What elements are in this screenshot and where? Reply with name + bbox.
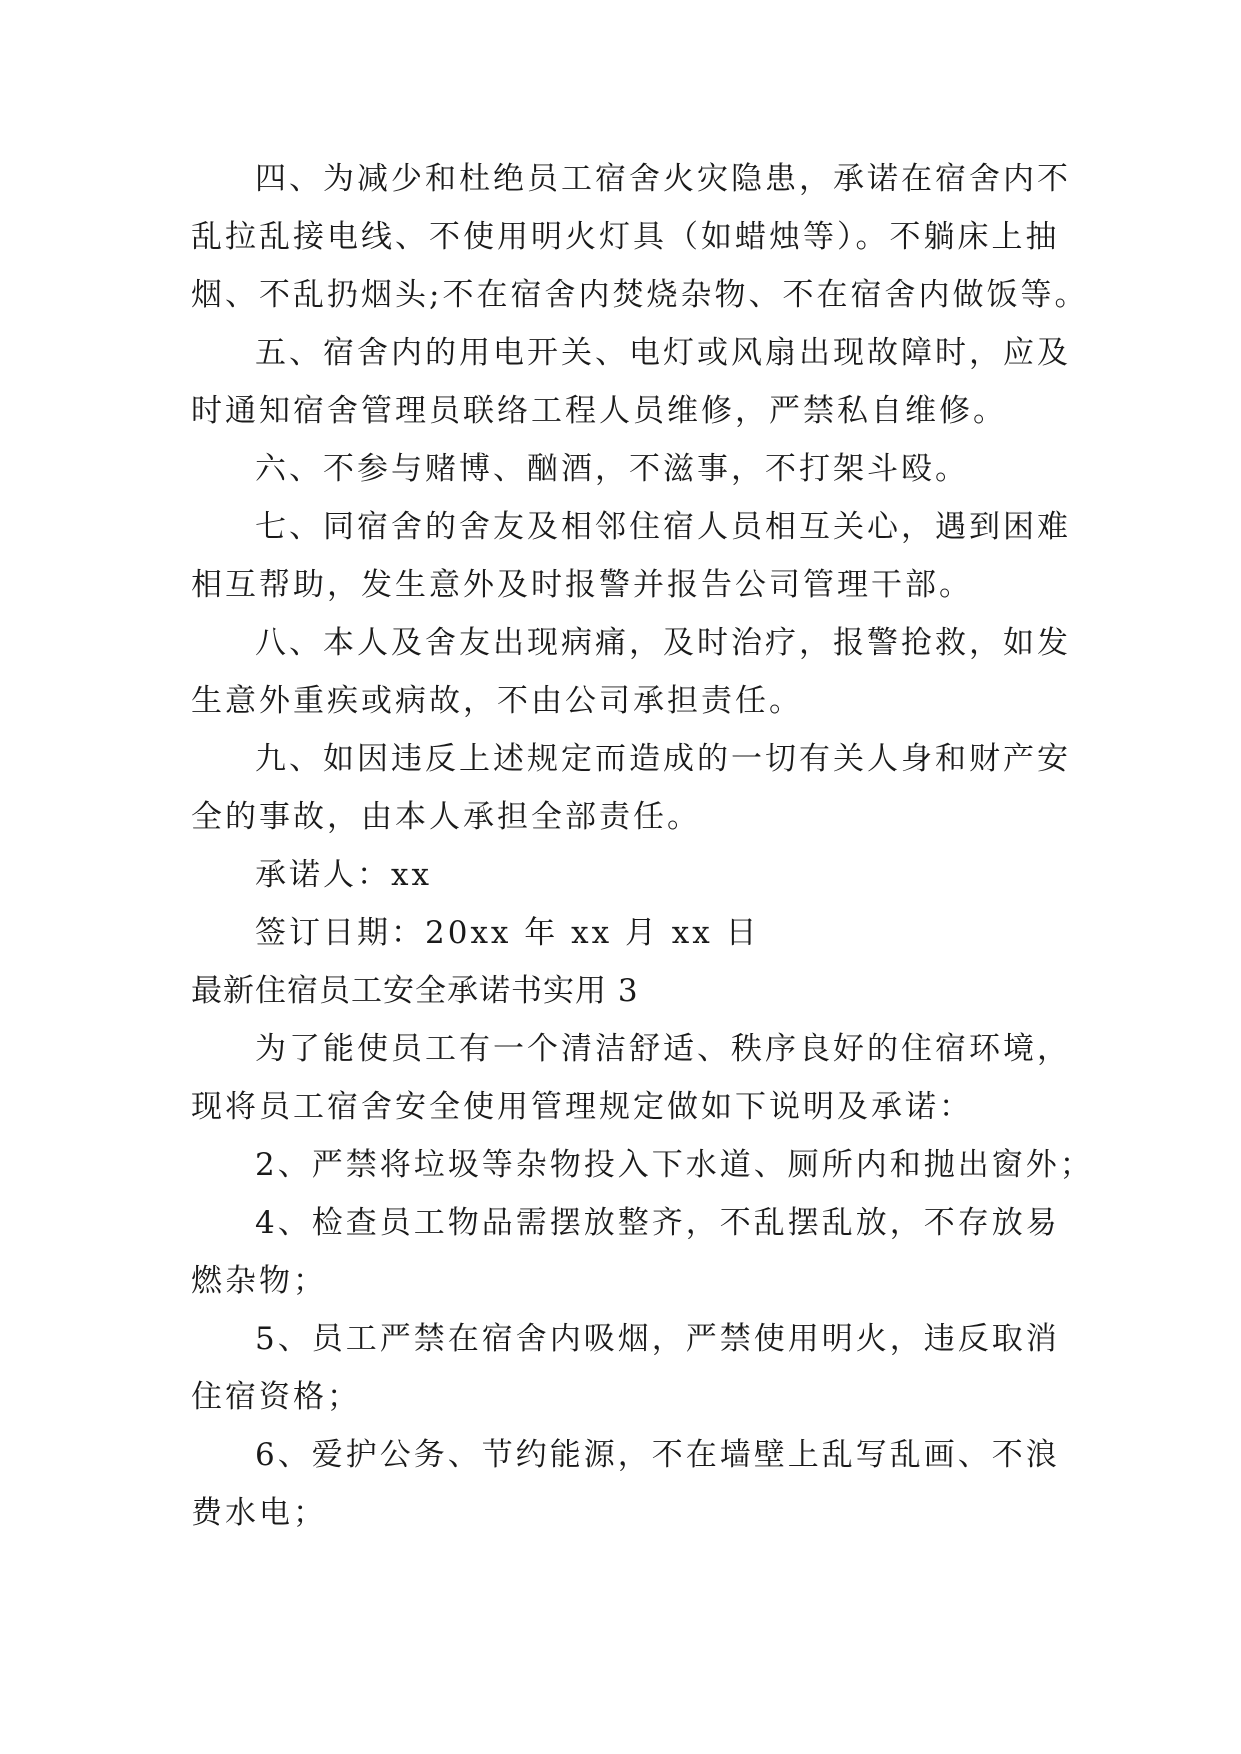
paragraph-line: 时通知宿舍管理员联络工程人员维修，严禁私自维修。	[191, 393, 1007, 429]
paragraph-line: 七、同宿舍的舍友及相邻住宿人员相互关心，遇到困难	[255, 509, 1071, 545]
paragraph-line: 九、如因违反上述规定而造成的一切有关人身和财产安	[255, 741, 1071, 777]
paragraph-line: 相互帮助，发生意外及时报警并报告公司管理干部。	[191, 567, 973, 603]
signing-date-line: 签订日期：20xx 年 xx 月 xx 日	[255, 915, 760, 951]
promisor-line: 承诺人：xx	[255, 857, 432, 893]
section-heading: 最新住宿员工安全承诺书实用 3	[191, 973, 639, 1009]
paragraph-line: 6、爱护公务、节约能源，不在墙壁上乱写乱画、不浪	[255, 1437, 1060, 1473]
paragraph-line: 4、检查员工物品需摆放整齐，不乱摆乱放，不存放易	[255, 1205, 1060, 1241]
paragraph-line: 四、为减少和杜绝员工宿舍火灾隐患，承诺在宿舍内不	[255, 161, 1071, 197]
paragraph-line: 六、不参与赌博、酗酒，不滋事，不打架斗殴。	[255, 451, 969, 487]
paragraph-line: 费水电；	[191, 1495, 327, 1531]
paragraph-line: 八、本人及舍友出现病痛，及时治疗，报警抢救，如发	[255, 625, 1071, 661]
paragraph-line: 现将员工宿舍安全使用管理规定做如下说明及承诺：	[191, 1089, 973, 1125]
paragraph-line: 燃杂物；	[191, 1263, 327, 1299]
paragraph-line: 全的事故，由本人承担全部责任。	[191, 799, 701, 835]
paragraph-line: 乱拉乱接电线、不使用明火灯具（如蜡烛等）。不躺床上抽	[191, 219, 1060, 255]
document-body	[191, 150, 1094, 1542]
paragraph-line: 生意外重疾或病故，不由公司承担责任。	[191, 683, 803, 719]
paragraph-line: 住宿资格；	[191, 1379, 361, 1415]
paragraph-line: 5、员工严禁在宿舍内吸烟，严禁使用明火，违反取消	[255, 1321, 1060, 1357]
paragraph-line: 为了能使员工有一个清洁舒适、秩序良好的住宿环境，	[255, 1031, 1071, 1067]
paragraph-line: 2、严禁将垃圾等杂物投入下水道、厕所内和抛出窗外；	[255, 1147, 1094, 1183]
paragraph-line: 烟、不乱扔烟头;不在宿舍内焚烧杂物、不在宿舍内做饭等。	[191, 277, 1089, 313]
paragraph-line: 五、宿舍内的用电开关、电灯或风扇出现故障时，应及	[255, 335, 1071, 371]
